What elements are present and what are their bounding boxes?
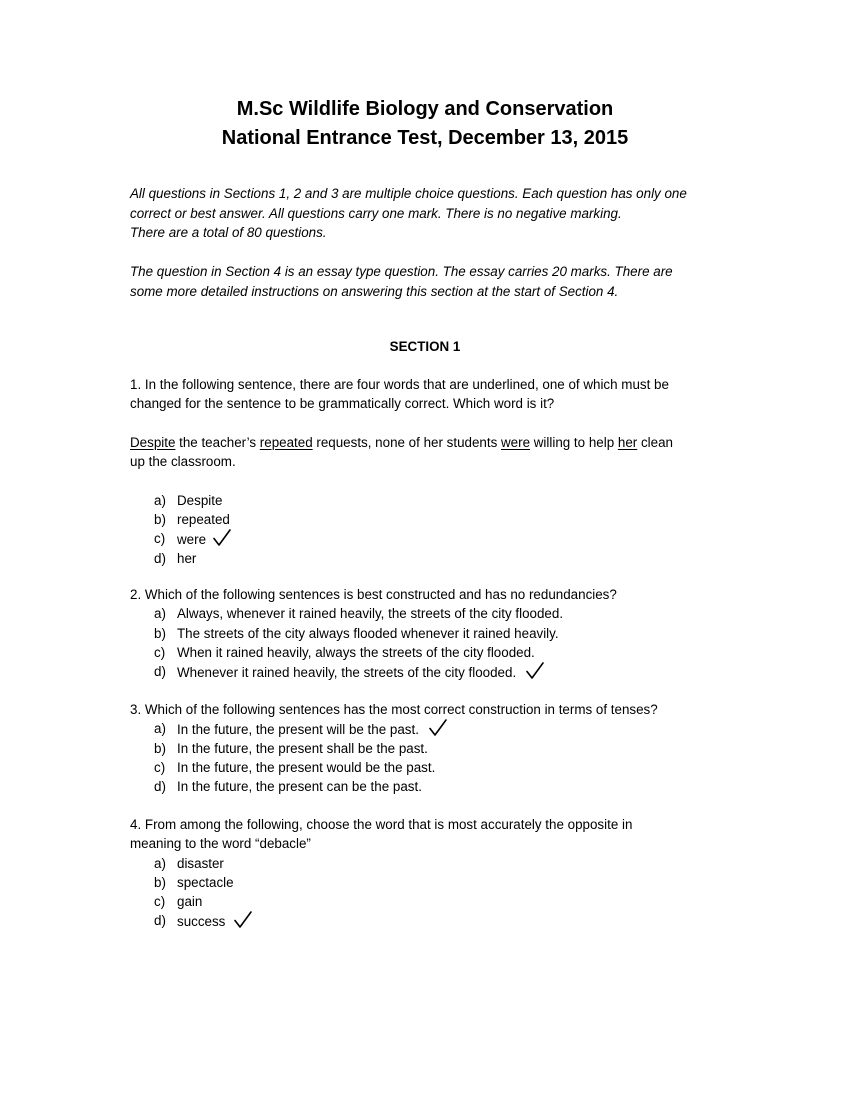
option-letter: c) [154,759,166,775]
instructions-line: All questions in Sections 1, 2 and 3 are multiple choice questions. Each question has only one [130,186,687,201]
option-text: disaster [177,855,224,871]
instructions-line: correct or best answer. All questions carry one mark. There is no negative marking. [130,205,622,221]
option-text: Always, whenever it rained heavily, the streets of the city flooded. [177,606,564,622]
instructions-line: some more detailed instructions on answering this section at the start of Section 4. [130,283,619,299]
section-heading: SECTION 1 [389,339,461,354]
question-stem [130,375,730,414]
question-4 [130,815,730,931]
question-stem-line: 3. Which of the following sentences has the most correct construction in terms of tenses? [130,702,658,717]
option-letter: a) [154,492,166,508]
option-letter: b) [154,625,166,641]
question-1 [130,375,730,568]
question-stem-line: 1. In the following sentence, there are four words that are underlined, one of which must be [130,377,669,392]
instructions-line: There are a total of 80 questions. [130,225,327,240]
option-item [130,739,730,758]
option-item [130,510,730,529]
question-stem-line: changed for the sentence to be grammatically correct. Which word is it? [130,396,555,412]
option-letter: c) [154,644,166,660]
option-letter: b) [154,874,166,890]
underlined-word: repeated [259,434,313,450]
question-3 [130,700,730,796]
option-letter: a) [154,721,166,737]
checkmark-icon [429,719,447,737]
checkmark-icon [526,662,544,680]
option-text: In the future, the present would be the past. [177,759,436,775]
option-item [130,854,730,873]
checkmark-icon [234,911,252,929]
option-item [130,719,730,738]
question-stem [130,700,730,719]
option-text: When it rained heavily, always the streets of the city flooded. [177,644,535,660]
option-list [130,854,730,931]
sentence-text: clean [637,434,673,450]
option-text: In the future, the present can be the past. [177,779,422,795]
option-item [130,758,730,777]
underlined-word: were [501,434,531,450]
option-item [130,662,730,681]
question-stem-line: 4. From among the following, choose the word that is most accurately the opposite in [130,817,633,832]
question-stem-line: meaning to the word “debacle” [130,836,311,852]
sentence-text: willing to help [530,434,618,450]
option-text: The streets of the city always flooded whenever it rained heavily. [177,625,559,641]
option-letter: c) [154,531,166,547]
sentence-text: up the classroom. [130,454,236,470]
option-letter: d) [154,550,166,566]
question-stem [130,815,730,854]
option-text: In the future, the present shall be the past. [177,740,428,756]
option-letter: a) [154,855,166,871]
question-2 [130,585,730,681]
option-item [130,777,730,796]
option-item [130,643,730,662]
sentence-text: the teacher’s [175,434,260,450]
sentence-text: requests, none of her students [312,434,501,450]
instructions-line: The question in Section 4 is an essay type question. The essay carries 20 marks. There are [130,264,673,279]
option-text: repeated [177,512,230,528]
option-item [130,624,730,643]
title-line-1: M.Sc Wildlife Biology and Conservation [236,98,614,120]
option-letter: b) [154,740,166,756]
option-text: Whenever it rained heavily, the streets of the city flooded. [177,665,517,681]
option-item [130,604,730,623]
instructions-paragraph-2 [130,262,730,301]
option-text: success [177,914,226,930]
option-item [130,491,730,510]
option-letter: c) [154,894,166,910]
option-letter: d) [154,664,166,680]
title-line-2: National Entrance Test, December 13, 2015 [221,127,629,149]
underlined-word: her [617,434,638,450]
option-letter: d) [154,779,166,795]
option-list [130,719,730,796]
option-letter: a) [154,606,166,622]
option-item [130,529,730,548]
option-text: spectacle [177,874,234,890]
option-list [130,604,730,681]
question-stem [130,585,730,604]
option-item [130,873,730,892]
option-letter: d) [154,913,166,929]
question-sentence [130,433,730,472]
option-list [130,491,730,568]
instructions-paragraph-1 [130,184,730,243]
option-text: Despite [177,492,223,508]
option-text: were [177,532,207,548]
page-title [0,95,850,153]
underlined-word: Despite [130,434,176,450]
option-item [130,892,730,911]
option-item [130,549,730,568]
option-item [130,911,730,930]
checkmark-icon [213,529,231,547]
option-letter: b) [154,512,166,528]
option-text: In the future, the present will be the past. [177,722,419,738]
option-text: her [177,550,197,566]
option-text: gain [177,894,203,910]
instructions [130,184,730,301]
question-stem-line: 2. Which of the following sentences is best constructed and has no redundancies? [130,587,617,602]
